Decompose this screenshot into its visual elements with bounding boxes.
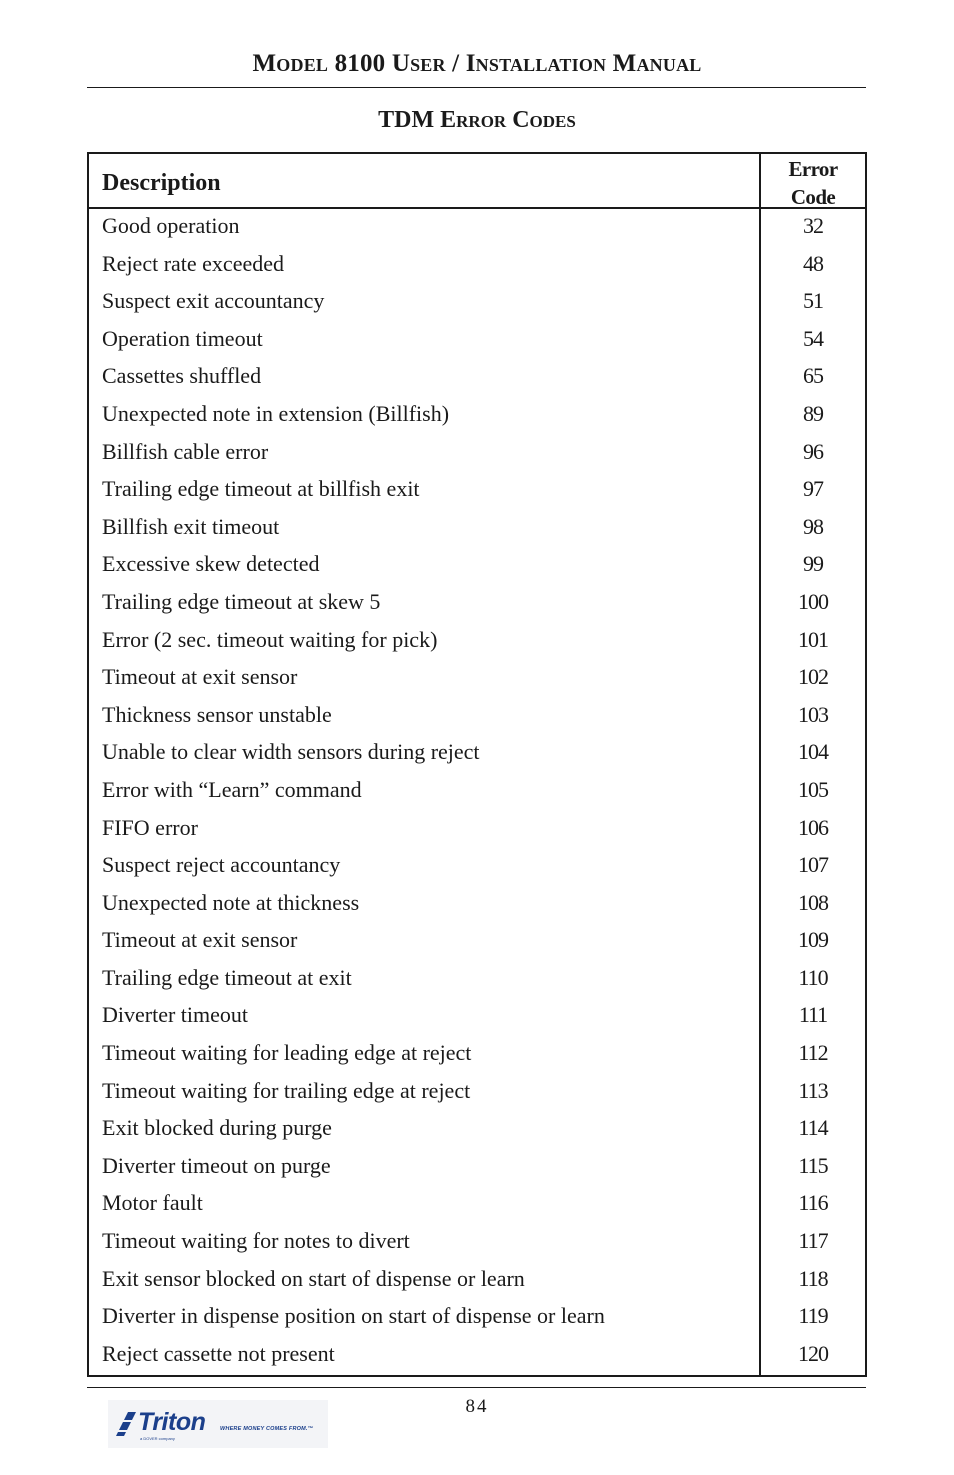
table-row — [89, 1036, 865, 1074]
error-description: Billfish exit timeout — [102, 513, 280, 539]
error-code: 65 — [803, 363, 823, 389]
error-code: 104 — [798, 739, 828, 765]
table-body — [89, 209, 865, 1374]
table-row — [89, 585, 865, 623]
error-code: 54 — [803, 325, 823, 351]
error-code: 103 — [798, 701, 828, 727]
table-row — [89, 209, 865, 247]
page-number: 84 — [465, 1396, 489, 1417]
table-row — [89, 961, 865, 999]
error-description: Operation timeout — [102, 325, 263, 351]
error-code: 32 — [803, 213, 823, 238]
table-row — [89, 1186, 865, 1224]
table-row — [89, 773, 865, 811]
table-row — [89, 1262, 865, 1300]
table-row — [89, 547, 865, 585]
error-description: Reject rate exceeded — [102, 250, 284, 276]
table-row — [89, 1111, 865, 1149]
logo-tagline: WHERE MONEY COMES FROM.™ — [220, 1426, 314, 1432]
table-row — [89, 247, 865, 285]
error-description: Error (2 sec. timeout waiting for pick) — [102, 626, 438, 652]
error-code: 48 — [803, 250, 823, 276]
error-code: 99 — [803, 551, 823, 577]
column-header-error-code-line2: Code — [790, 185, 836, 209]
error-code: 113 — [798, 1077, 828, 1103]
table-row — [89, 359, 865, 397]
error-description: Unexpected note at thickness — [102, 889, 360, 915]
header-title: Model 8100 User / Installation Manual — [252, 50, 702, 77]
error-description: Unexpected note in extension (Billfish) — [102, 400, 450, 426]
error-code: 115 — [798, 1152, 828, 1178]
table-row — [89, 735, 865, 773]
triton-logo-icon — [114, 1410, 138, 1438]
error-description: Unable to clear width sensors during reject — [102, 739, 480, 765]
error-description: Thickness sensor unstable — [102, 701, 332, 727]
table-row — [89, 435, 865, 473]
error-description: Trailing edge timeout at billfish exit — [102, 476, 420, 502]
error-description: Timeout waiting for leading edge at reject — [102, 1040, 472, 1066]
error-code: 111 — [798, 1002, 828, 1028]
section-title: TDM Error Codes — [378, 107, 576, 133]
error-description: Trailing edge timeout at exit — [102, 964, 352, 990]
error-code: 107 — [798, 852, 828, 878]
table-row — [89, 284, 865, 322]
error-description: Motor fault — [102, 1190, 203, 1216]
error-description: Suspect exit accountancy — [102, 288, 325, 314]
table-row — [89, 811, 865, 849]
error-code: 120 — [798, 1340, 828, 1366]
error-code: 119 — [798, 1303, 828, 1329]
error-code: 109 — [798, 927, 828, 953]
table-row — [89, 472, 865, 510]
error-description: Excessive skew detected — [102, 551, 320, 577]
error-description: Timeout at exit sensor — [102, 664, 298, 690]
table-row — [89, 923, 865, 961]
error-code: 96 — [803, 438, 823, 464]
error-code: 105 — [798, 776, 828, 802]
logo-wordmark: Triton — [138, 1408, 206, 1436]
error-description: Billfish cable error — [102, 438, 269, 464]
error-code: 101 — [798, 626, 828, 652]
error-code: 116 — [798, 1190, 828, 1216]
table-row — [89, 848, 865, 886]
table-row — [89, 998, 865, 1036]
error-code: 118 — [798, 1265, 828, 1291]
header-rule — [87, 87, 866, 88]
error-code: 110 — [798, 964, 828, 990]
error-description: Diverter in dispense position on start of dispense or learn — [102, 1303, 605, 1329]
error-description: Timeout at exit sensor — [102, 927, 298, 953]
error-code: 102 — [798, 664, 828, 690]
footer-rule — [87, 1387, 866, 1388]
error-code: 108 — [798, 889, 828, 915]
table-row — [89, 660, 865, 698]
error-code: 106 — [798, 814, 828, 840]
error-code: 112 — [798, 1040, 828, 1066]
error-code: 97 — [803, 476, 823, 502]
table-row — [89, 397, 865, 435]
error-description: Timeout waiting for notes to divert — [102, 1228, 410, 1254]
error-description: Exit sensor blocked on start of dispense or learn — [102, 1265, 525, 1291]
error-description: Exit blocked during purge — [102, 1115, 332, 1141]
table-row — [89, 623, 865, 661]
error-description: Reject cassette not present — [102, 1340, 335, 1366]
table-row — [89, 1299, 865, 1337]
table-row — [89, 322, 865, 360]
error-description: FIFO error — [102, 814, 198, 840]
error-description: Cassettes shuffled — [102, 363, 262, 389]
table-row — [89, 698, 865, 736]
table-row — [89, 1074, 865, 1112]
logo-subline: a DOVER company — [140, 1436, 175, 1441]
column-header-error-code-line1: Error — [788, 157, 838, 181]
column-header-description: Description — [102, 170, 221, 196]
table-row — [89, 510, 865, 548]
error-description: Diverter timeout — [102, 1002, 249, 1028]
table-row — [89, 886, 865, 924]
table-row — [89, 1224, 865, 1262]
error-code: 114 — [798, 1115, 828, 1141]
error-code: 117 — [798, 1228, 828, 1254]
error-description: Timeout waiting for trailing edge at reject — [102, 1077, 471, 1103]
table-row — [89, 1149, 865, 1187]
error-description: Good operation — [102, 213, 240, 238]
error-description: Error with “Learn” command — [102, 776, 362, 802]
error-code-table — [87, 152, 867, 1377]
error-code: 89 — [803, 400, 823, 426]
error-code: 98 — [803, 513, 823, 539]
error-description: Trailing edge timeout at skew 5 — [102, 588, 381, 614]
error-description: Diverter timeout on purge — [102, 1152, 331, 1178]
column-header-error-code — [761, 155, 865, 211]
error-code: 100 — [798, 588, 828, 614]
error-description: Suspect reject accountancy — [102, 852, 341, 878]
error-code: 51 — [803, 288, 823, 314]
triton-logo — [108, 1400, 328, 1448]
table-row — [89, 1337, 865, 1375]
